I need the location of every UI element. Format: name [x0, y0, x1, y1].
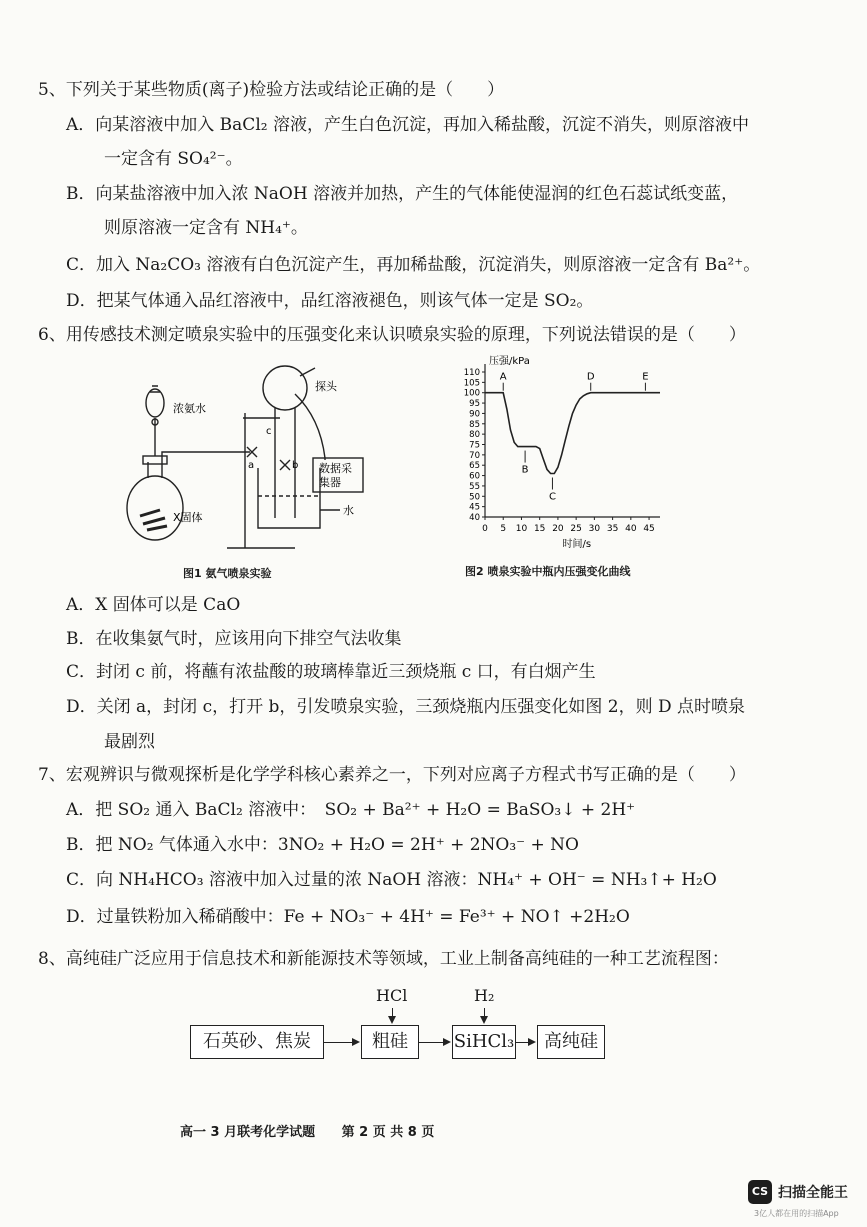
x-axis-label: 时间/s	[562, 539, 592, 550]
flow-box-pure-si: 高纯硅	[537, 1025, 605, 1059]
flow-arrow-2	[419, 1042, 449, 1043]
fig2-chart	[445, 352, 670, 552]
x-tick-label: 20	[552, 524, 564, 534]
label-collector-1: 数据采	[319, 462, 352, 475]
fig1-caption: 图1 氨气喷泉实验	[183, 567, 272, 580]
q5-stem: 5、下列关于某些物质(离子)检验方法或结论正确的是（ ）	[38, 80, 505, 100]
point-B-label: B	[521, 464, 529, 476]
watermark-name: 扫描全能王	[778, 1185, 848, 1201]
arrow-down-2	[484, 1008, 485, 1022]
label-water: 水	[343, 504, 354, 517]
flow-box-crude-si: 粗硅	[361, 1025, 419, 1059]
q5-option-b: B．向某盐溶液中加入浓 NaOH 溶液并加热，产生的气体能使湿润的红色石蕊试纸变蓝，	[66, 184, 739, 204]
reagent-h2: H₂	[474, 986, 495, 1005]
footer-page: 第 2 页 共 8 页	[341, 1125, 435, 1140]
q7-stem: 7、宏观辨识与微观探析是化学学科核心素养之一，下列对应离子方程式书写正确的是（ ）	[38, 765, 746, 785]
x-tick-label: 15	[533, 524, 546, 534]
page-footer	[180, 1121, 456, 1140]
y-tick-label: 45	[469, 502, 480, 513]
x-tick-label: 0	[482, 524, 488, 534]
footer-title: 高一 3 月联考化学试题	[180, 1125, 316, 1140]
flow-box-sihcl3: SiHCl₃	[452, 1025, 516, 1059]
q6-stem: 6、用传感技术测定喷泉实验中的压强变化来认识喷泉实验的原理，下列说法错误的是（ ）	[38, 325, 746, 345]
y-tick-label: 85	[469, 419, 480, 430]
q6-option-d: D．关闭 a，封闭 c，打开 b，引发喷泉实验，三颈烧瓶内压强变化如图 2，则 D 点时喷泉	[66, 697, 746, 717]
y-tick-label: 50	[469, 492, 480, 503]
y-tick-label: 75	[469, 440, 480, 451]
q5-option-c: C．加入 Na₂CO₃ 溶液有白色沉淀产生，再加稀盐酸，沉淀消失，则原溶液一定含有 Ba²⁺。	[66, 255, 761, 275]
fig1-apparatus	[115, 358, 395, 558]
pressure-curve	[485, 393, 660, 474]
label-b: b	[292, 460, 299, 471]
y-tick-label: 55	[469, 481, 480, 492]
flow-box-raw: 石英砂、焦炭	[190, 1025, 324, 1059]
q7-option-b: B．把 NO₂ 气体通入水中：3NO₂ + H₂O = 2H⁺ + 2NO₃⁻ + NO	[66, 835, 579, 855]
label-x-solid: X固体	[173, 511, 203, 524]
q6-option-d-cont: 最剧烈	[104, 732, 155, 752]
fig2-caption: 图2 喷泉实验中瓶内压强变化曲线	[465, 565, 631, 578]
y-tick-label: 90	[469, 409, 480, 420]
point-E-label: E	[642, 371, 649, 383]
y-tick-label: 100	[463, 388, 480, 399]
flow-arrow-1	[324, 1042, 358, 1043]
q5-option-a: A．向某溶液中加入 BaCl₂ 溶液，产生白色沉淀，再加入稀盐酸，沉淀不消失，则原溶液中	[66, 115, 749, 135]
watermark-sub: 3亿人都在用的扫描App	[754, 1209, 839, 1218]
y-tick-label: 105	[463, 378, 480, 389]
q5-option-d: D．把某气体通入品红溶液中，品红溶液褪色，则该气体一定是 SO₂。	[66, 291, 594, 311]
x-tick-label: 5	[500, 524, 507, 534]
y-axis-label: 压强/kPa	[489, 356, 530, 367]
q7-option-d: D．过量铁粉加入稀硝酸中：Fe + NO₃⁻ + 4H⁺ = Fe³⁺ + NO↑ +2H₂O	[66, 907, 630, 927]
x-tick-label: 40	[625, 524, 637, 534]
q6-option-a: A．X 固体可以是 CaO	[66, 595, 241, 615]
x-tick-label: 30	[588, 524, 601, 534]
q7-option-c: C．向 NH₄HCO₃ 溶液中加入过量的浓 NaOH 溶液：NH₄⁺ + OH⁻ = NH₃↑+ H₂O	[66, 870, 717, 890]
reagent-hcl: HCl	[376, 986, 408, 1005]
y-tick-label: 40	[469, 513, 480, 523]
q5-option-a-cont: 一定含有 SO₄²⁻。	[104, 149, 243, 169]
label-c: c	[266, 426, 272, 437]
x-tick-label: 25	[570, 524, 582, 534]
q6-option-b: B．在收集氨气时，应该用向下排空气法收集	[66, 629, 402, 649]
y-tick-label: 80	[469, 430, 480, 441]
flow-arrow-3	[516, 1042, 534, 1043]
point-A-label: A	[499, 371, 507, 383]
label-ammonia: 浓氨水	[173, 402, 206, 415]
x-tick-label: 45	[643, 524, 655, 534]
q5-option-b-cont: 则原溶液一定含有 NH₄⁺。	[104, 218, 308, 238]
q6-option-c: C．封闭 c 前，将蘸有浓盐酸的玻璃棒靠近三颈烧瓶 c 口，有白烟产生	[66, 662, 596, 682]
label-probe: 探头	[315, 380, 337, 393]
y-tick-label: 95	[469, 399, 480, 410]
x-tick-label: 35	[606, 524, 619, 534]
y-tick-label: 60	[469, 471, 480, 482]
label-a: a	[248, 460, 255, 471]
y-tick-label: 110	[463, 368, 480, 378]
q7-option-a: A．把 SO₂ 通入 BaCl₂ 溶液中： SO₂ + Ba²⁺ + H₂O = BaSO₃↓ + 2H⁺	[66, 800, 636, 820]
y-tick-label: 70	[469, 450, 480, 461]
x-tick-label: 10	[515, 524, 528, 534]
arrow-down-1	[392, 1008, 393, 1022]
y-tick-label: 65	[469, 461, 480, 472]
camscanner-logo-icon: CS	[748, 1180, 772, 1204]
point-C-label: C	[548, 491, 556, 503]
q8-stem: 8、高纯硅广泛应用于信息技术和新能源技术等领域，工业上制备高纯硅的一种工艺流程图：	[38, 949, 729, 969]
point-D-label: D	[586, 371, 595, 383]
label-collector-2: 集器	[319, 476, 341, 489]
